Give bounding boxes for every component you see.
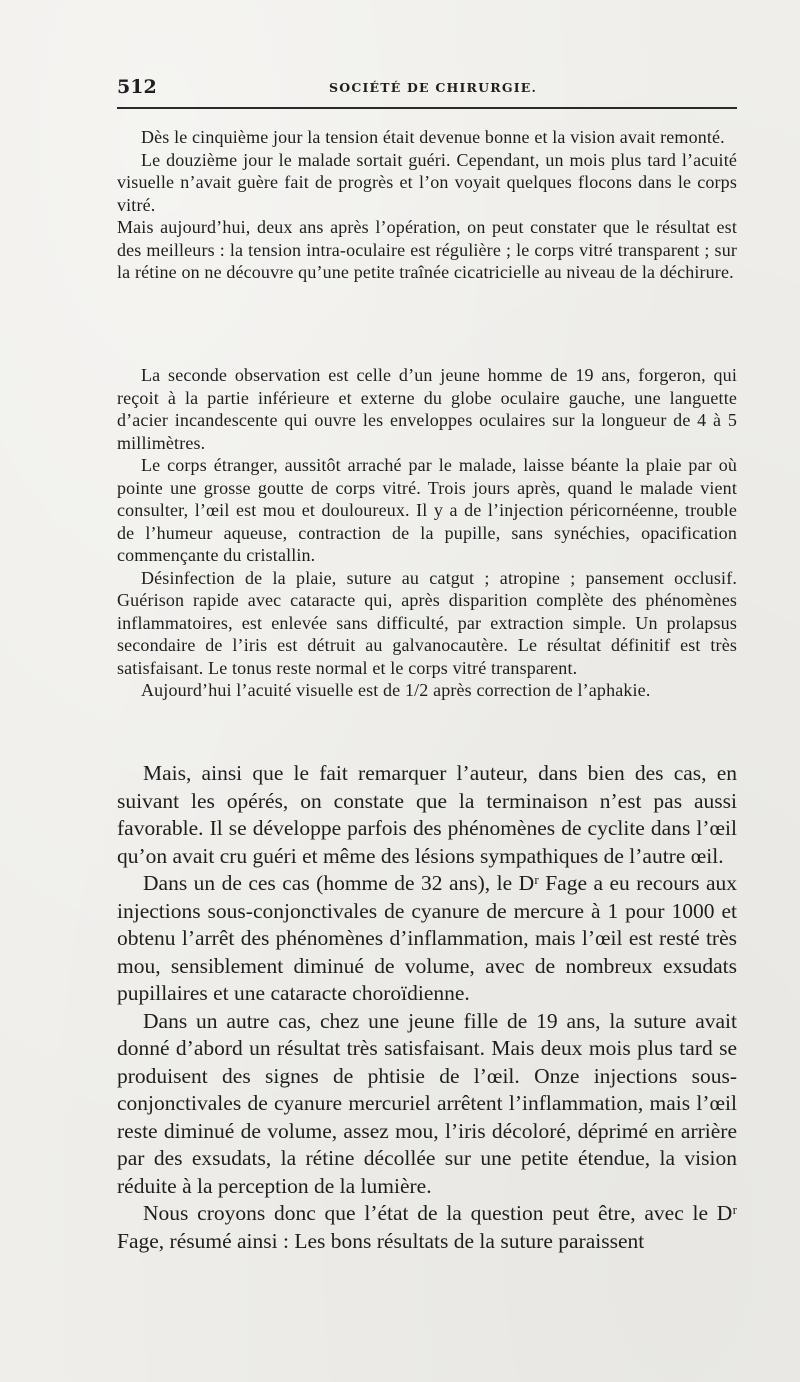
paragraph: La seconde observation est celle d’un jeune homme de 19 ans, forgeron, qui reçoit à la partie inférieure et externe du globe oculaire gauche, une languette d’acier incandescente qui ouvre les enveloppes oculaires sur la longueur de 4 à 5 millimètres. bbox=[117, 365, 737, 453]
page-number: 512 bbox=[117, 76, 157, 98]
paragraph: Dans un autre cas, chez une jeune fille de 19 ans, la suture avait donné d’abord un résultat très satisfaisant. Mais deux mois plus tard se produisent des signes de phtisie de l’œil. Onze injections sous-conjonctivales de cyanure mercuriel arrêtent l’inflammation, mais l’œil reste diminué de volume, assez mou, l’iris décoloré, déprimé en arrière par des exsudats, la rétine décollée sur une petite étendue, la vision réduite à la perception de la lumière. bbox=[117, 1008, 737, 1198]
paragraph: Le corps étranger, aussitôt arraché par le malade, laisse béante la plaie par où pointe une grosse goutte de corps vitré. Trois jours après, quand le malade vient consulter, l’œil est mou et douloureux. Il y a de l’injection péricornéenne, trouble de l’humeur aqueuse, contraction de la pupille, sans synéchies, opacification commençante du cristallin. bbox=[117, 455, 737, 565]
paragraph: Mais aujourd’hui, deux ans après l’opération, on peut constater que le résultat est des meilleurs : la tension intra-oculaire est régulière ; le corps vitré transparent ; sur la rétine on ne découvre qu’une petite traînée cicatricielle au niveau de la déchirure. bbox=[117, 217, 737, 282]
paragraph: Aujourd’hui l’acuité visuelle est de 1/2 après correction de l’aphakie. bbox=[141, 680, 651, 700]
observation-two-section bbox=[117, 364, 737, 702]
observation-one-section bbox=[117, 126, 737, 284]
header-rule bbox=[117, 107, 737, 109]
paragraph: Dans un de ces cas (homme de 32 ans), le Dʳ Fage a eu recours aux injections sous-conjonctivales de cyanure de mercure à 1 pour 1000 et obtenu l’arrêt des phénomènes d’inflammation, mais l’œil est resté très mou, sensiblement diminué de volume, avec de nombreux exsudats pupillaires et une cataracte choroïdienne. bbox=[117, 871, 737, 1005]
paragraph: Dès le cinquième jour la tension était devenue bonne et la vision avait remonté. bbox=[141, 127, 725, 147]
paragraph: Désinfection de la plaie, suture au catgut ; atropine ; pansement occlusif. Guérison rapide avec cataracte qui, après disparition complète des phénomènes inflammatoires, est enlevée sans difficulté, par extraction simple. Un prolapsus secondaire de l’iris est détruit au galvanocautère. Le résultat définitif est très satisfaisant. Le tonus reste normal et le corps vitré transparent. bbox=[117, 567, 737, 678]
paragraph: Le douzième jour le malade sortait guéri. Cependant, un mois plus tard l’acuité visuelle n’avait guère fait de progrès et l’on voyait quelques flocons dans le corps vitré. bbox=[117, 149, 737, 215]
paragraph: Mais, ainsi que le fait remarquer l’auteur, dans bien des cas, en suivant les opérés, on constate que la terminaison n’est pas aussi favorable. Il se développe parfois des phénomènes de cyclite dans l’œil qu’on avait cru guéri et même des lésions sympathiques de l’autre œil. bbox=[117, 761, 737, 868]
running-head: SOCIÉTÉ DE CHIRURGIE. bbox=[329, 80, 538, 95]
discussion-section bbox=[117, 760, 737, 1255]
paragraph: Nous croyons donc que l’état de la question peut être, avec le Dʳ Fage, résumé ainsi : Les bons résultats de la suture paraissent bbox=[117, 1201, 737, 1253]
page-header bbox=[117, 76, 737, 100]
